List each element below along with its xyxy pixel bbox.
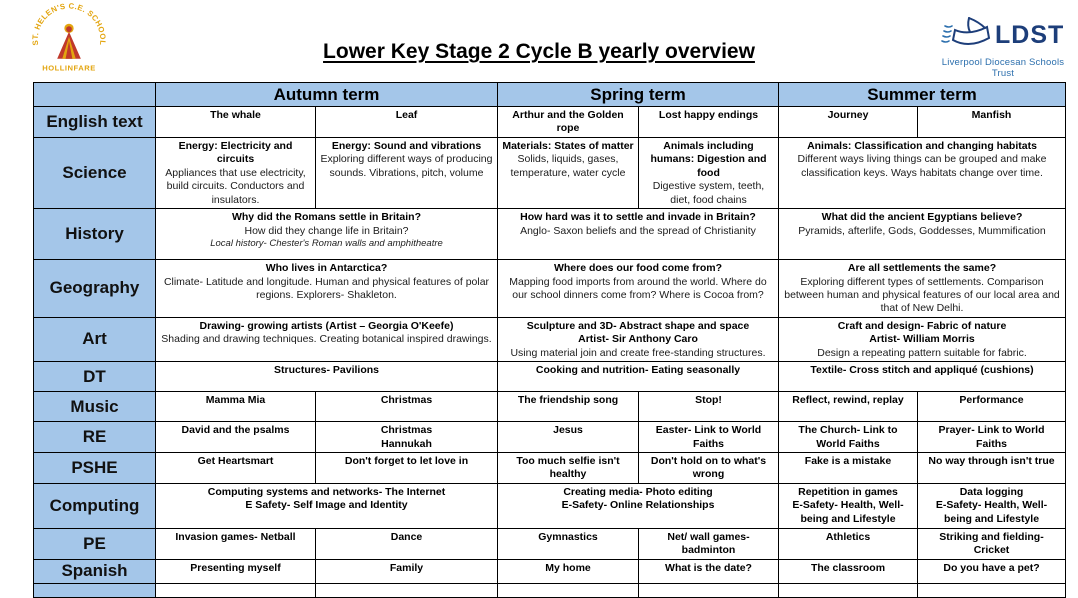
table-cell <box>156 422 316 453</box>
table-cell <box>156 528 316 559</box>
cell-line: Energy: Sound and vibrations <box>331 139 482 152</box>
cell-line: How hard was it to settle and invade in Britain? <box>520 211 756 224</box>
table-cell <box>918 528 1066 559</box>
cell-line: Journey <box>827 109 869 121</box>
cell-line: E-Safety- Health, Well-being and Lifestyle <box>935 499 1048 525</box>
school-crest-arc-text: ST. HELEN'S C.E. SCHOOL <box>30 3 108 46</box>
subject-header: Science <box>34 137 156 208</box>
cell-line: Exploring different ways of producing sounds. Vibrations, pitch, volume <box>320 153 493 179</box>
cell-line: E-Safety- Online Relationships <box>561 499 715 512</box>
cell-line: E Safety- Self Image and Identity <box>245 499 408 512</box>
table-cell <box>156 559 316 583</box>
subject-header: RE <box>34 422 156 453</box>
cell-line: Digestive system, teeth, diet, food chains <box>652 180 765 206</box>
table-row <box>34 260 1066 318</box>
cell-line: Where does our food come from? <box>553 262 722 275</box>
cell-line: Sculpture and 3D- Abstract shape and space <box>526 319 750 332</box>
cell-line: Materials: States of matter <box>502 139 634 152</box>
curriculum-table-body <box>34 83 1066 598</box>
cell-line: Arthur and the Golden rope <box>512 109 624 135</box>
subject-header <box>34 583 156 597</box>
cell-line: Are all settlements the same? <box>847 262 997 275</box>
table-row <box>34 362 1066 392</box>
table-cell <box>779 453 918 484</box>
cell-line: Cooking and nutrition- Eating seasonally <box>535 364 741 377</box>
cell-line: Pyramids, afterlife, Gods, Goddesses, Mummification <box>798 224 1046 237</box>
table-row <box>34 137 1066 208</box>
subject-header: History <box>34 209 156 260</box>
table-cell <box>316 392 498 422</box>
cell-line: Easter- Link to World Faiths <box>655 424 762 450</box>
cell-line: Mamma Mia <box>205 394 266 407</box>
table-cell <box>316 137 498 208</box>
table-cell <box>779 137 1066 208</box>
table-row <box>34 107 1066 138</box>
table-cell <box>498 107 639 138</box>
cell-line: Design a repeating pattern suitable for fabric. <box>817 346 1027 359</box>
table-cell <box>156 137 316 208</box>
subject-header: Geography <box>34 260 156 318</box>
table-cell <box>918 583 1066 597</box>
cell-line: No way through isn't true <box>928 455 1055 467</box>
table-row <box>34 528 1066 559</box>
table-cell <box>156 260 498 318</box>
table-cell <box>498 528 639 559</box>
table-cell <box>639 528 779 559</box>
cell-line: Energy: Electricity and circuits <box>178 139 293 166</box>
ldst-subtitle: Liverpool Diocesan Schools Trust <box>941 57 1065 79</box>
cell-line: Jesus <box>553 424 583 437</box>
table-row <box>34 392 1066 422</box>
cell-line: Data logging <box>959 485 1024 498</box>
cell-line: Dance <box>390 530 423 543</box>
cell-line: Shading and drawing techniques. Creating botanical inspired drawings. <box>161 333 492 346</box>
table-cell <box>156 453 316 484</box>
cell-line: Christmas <box>380 394 433 407</box>
table-row <box>34 422 1066 453</box>
school-crest-town-text: HOLLINFARE <box>42 63 96 73</box>
cell-line: Using material join and create free-standing structures. <box>510 346 766 359</box>
cell-line: Artist- William Morris <box>869 333 975 346</box>
table-row <box>34 209 1066 260</box>
term-header: Summer term <box>779 83 1066 107</box>
cell-line: Different ways living things can be grouped and make classification keys. Ways habitats change over time. <box>797 153 1047 179</box>
cell-line: What did the ancient Egyptians believe? <box>821 211 1023 224</box>
table-cell <box>779 528 918 559</box>
term-header: Autumn term <box>156 83 498 107</box>
ldst-logo <box>938 12 1068 79</box>
table-cell <box>779 260 1066 318</box>
cell-line: Drawing- growing artists (Artist – Georgia O'Keefe) <box>199 319 454 332</box>
table-cell <box>498 260 779 318</box>
table-cell <box>156 209 498 260</box>
table-cell <box>156 362 498 392</box>
subject-header: PSHE <box>34 453 156 484</box>
table-row <box>34 483 1066 528</box>
cell-line: Too much selfie isn't healthy <box>516 455 620 481</box>
cell-line: Lost happy endings <box>658 109 759 121</box>
cell-line: Don't hold on to what's wrong <box>650 455 767 481</box>
cell-line: The Church- Link to World Faiths <box>798 424 898 450</box>
table-cell <box>918 392 1066 422</box>
table-cell <box>316 107 498 138</box>
cell-line: The friendship song <box>517 394 619 407</box>
cell-line: Net/ wall games- badminton <box>667 530 750 557</box>
cell-line: Local history- Chester's Roman walls and amphitheatre <box>210 237 443 249</box>
table-cell <box>918 107 1066 138</box>
cell-line: Hannukah <box>381 437 432 450</box>
table-cell <box>918 422 1066 453</box>
table-cell <box>918 483 1066 528</box>
cell-line: How did they change life in Britain? <box>244 224 409 237</box>
cell-line: Reflect, rewind, replay <box>792 394 904 407</box>
cell-line: Repetition in games <box>798 485 898 498</box>
table-cell <box>316 528 498 559</box>
table-cell <box>779 559 918 583</box>
table-cell <box>639 559 779 583</box>
table-row <box>34 453 1066 484</box>
table-cell <box>639 583 779 597</box>
ldst-acronym: LDST <box>995 21 1065 49</box>
cell-line: Invasion games- Netball <box>175 530 296 543</box>
table-cell <box>156 583 316 597</box>
cell-line: Get Heartsmart <box>197 455 274 467</box>
table-cell <box>498 583 639 597</box>
table-cell <box>779 422 918 453</box>
cell-line: Gymnastics <box>538 530 598 543</box>
cell-line: Animals including humans: Digestion and food <box>650 139 767 179</box>
page-title: Lower Key Stage 2 Cycle B yearly overview <box>323 40 755 63</box>
cell-line: The classroom <box>810 561 886 574</box>
cell-line: Animals: Classification and changing habitats <box>807 139 1037 152</box>
table-cell <box>639 422 779 453</box>
cell-line: Do you have a pet? <box>943 561 1040 574</box>
corner-cell <box>34 83 156 107</box>
term-header: Spring term <box>498 83 779 107</box>
subject-header: Computing <box>34 483 156 528</box>
cell-line: Exploring different types of settlements. Comparison between human and physical features of our local area and that of New Delhi. <box>784 275 1060 315</box>
table-cell <box>156 317 498 361</box>
table-cell <box>498 422 639 453</box>
cell-line: Structures- Pavilions <box>273 364 380 377</box>
table-cell <box>316 422 498 453</box>
curriculum-table <box>33 82 1066 598</box>
subject-header: Spanish <box>34 559 156 583</box>
subject-header: Art <box>34 317 156 361</box>
table-cell <box>779 583 918 597</box>
cell-line: Christmas <box>380 424 433 437</box>
table-cell <box>156 107 316 138</box>
table-cell <box>498 362 779 392</box>
subject-header: DT <box>34 362 156 392</box>
table-cell <box>639 453 779 484</box>
table-row <box>34 317 1066 361</box>
table-cell <box>918 559 1066 583</box>
cell-line: Mapping food imports from around the world. Where do our school dinners come from? Where is Cocoa from? <box>509 275 767 301</box>
cell-line: Leaf <box>395 109 418 121</box>
cell-line: Striking and fielding- Cricket <box>939 530 1044 557</box>
table-cell <box>498 392 639 422</box>
subject-header: PE <box>34 528 156 559</box>
cell-line: Manfish <box>971 109 1012 121</box>
cell-line: My home <box>545 561 591 574</box>
cell-line: Stop! <box>695 394 722 407</box>
cell-line: Climate- Latitude and longitude. Human and physical features of polar regions. Explorers- Shakleton. <box>163 275 490 301</box>
partial-row <box>34 583 1066 597</box>
table-cell <box>779 392 918 422</box>
cell-line: What is the date? <box>665 561 752 574</box>
cell-line: Prayer- Link to World Faiths <box>938 424 1045 450</box>
table-cell <box>779 209 1066 260</box>
table-cell <box>639 137 779 208</box>
table-cell <box>498 317 779 361</box>
cell-line: Craft and design- Fabric of nature <box>837 319 1007 332</box>
subject-header: Music <box>34 392 156 422</box>
cell-line: Computing systems and networks- The Internet <box>207 485 446 498</box>
table-row <box>34 559 1066 583</box>
table-cell <box>779 317 1066 361</box>
cell-line: Anglo- Saxon beliefs and the spread of Christianity <box>520 224 756 237</box>
table-cell <box>639 392 779 422</box>
table-cell <box>156 392 316 422</box>
table-cell <box>779 483 918 528</box>
table-cell <box>918 453 1066 484</box>
cell-line: Family <box>389 561 424 574</box>
cell-line: Textile- Cross stitch and appliqué (cushions) <box>810 364 1034 377</box>
cell-line: Solids, liquids, gases, temperature, water cycle <box>510 153 626 179</box>
cell-line: Appliances that use electricity, build circuits. Conductors and insulators. <box>165 166 306 206</box>
table-cell <box>779 107 918 138</box>
table-cell <box>779 362 1066 392</box>
table-cell <box>316 453 498 484</box>
subject-header: English text <box>34 107 156 138</box>
cell-line: Artist- Sir Anthony Caro <box>578 333 698 346</box>
table-cell <box>639 107 779 138</box>
table-cell <box>498 209 779 260</box>
cell-line: Presenting myself <box>190 561 281 574</box>
boat-icon <box>942 18 989 44</box>
table-cell <box>498 453 639 484</box>
table-cell <box>498 559 639 583</box>
cell-line: Performance <box>959 394 1024 407</box>
cell-line: The whale <box>210 109 261 121</box>
cell-line: Don't forget to let love in <box>344 455 469 467</box>
table-cell <box>498 137 639 208</box>
cell-line: Why did the Romans settle in Britain? <box>231 211 421 224</box>
table-cell <box>316 559 498 583</box>
table-cell <box>156 483 498 528</box>
table-cell <box>316 583 498 597</box>
cell-line: Athletics <box>825 530 871 543</box>
cell-line: Who lives in Antarctica? <box>265 262 388 275</box>
table-cell <box>498 483 779 528</box>
cell-line: David and the psalms <box>181 424 290 437</box>
cell-line: E-Safety- Health, Well-being and Lifestyle <box>792 499 904 525</box>
cell-line: Creating media- Photo editing <box>563 485 713 498</box>
cell-line: Fake is a mistake <box>804 455 892 467</box>
